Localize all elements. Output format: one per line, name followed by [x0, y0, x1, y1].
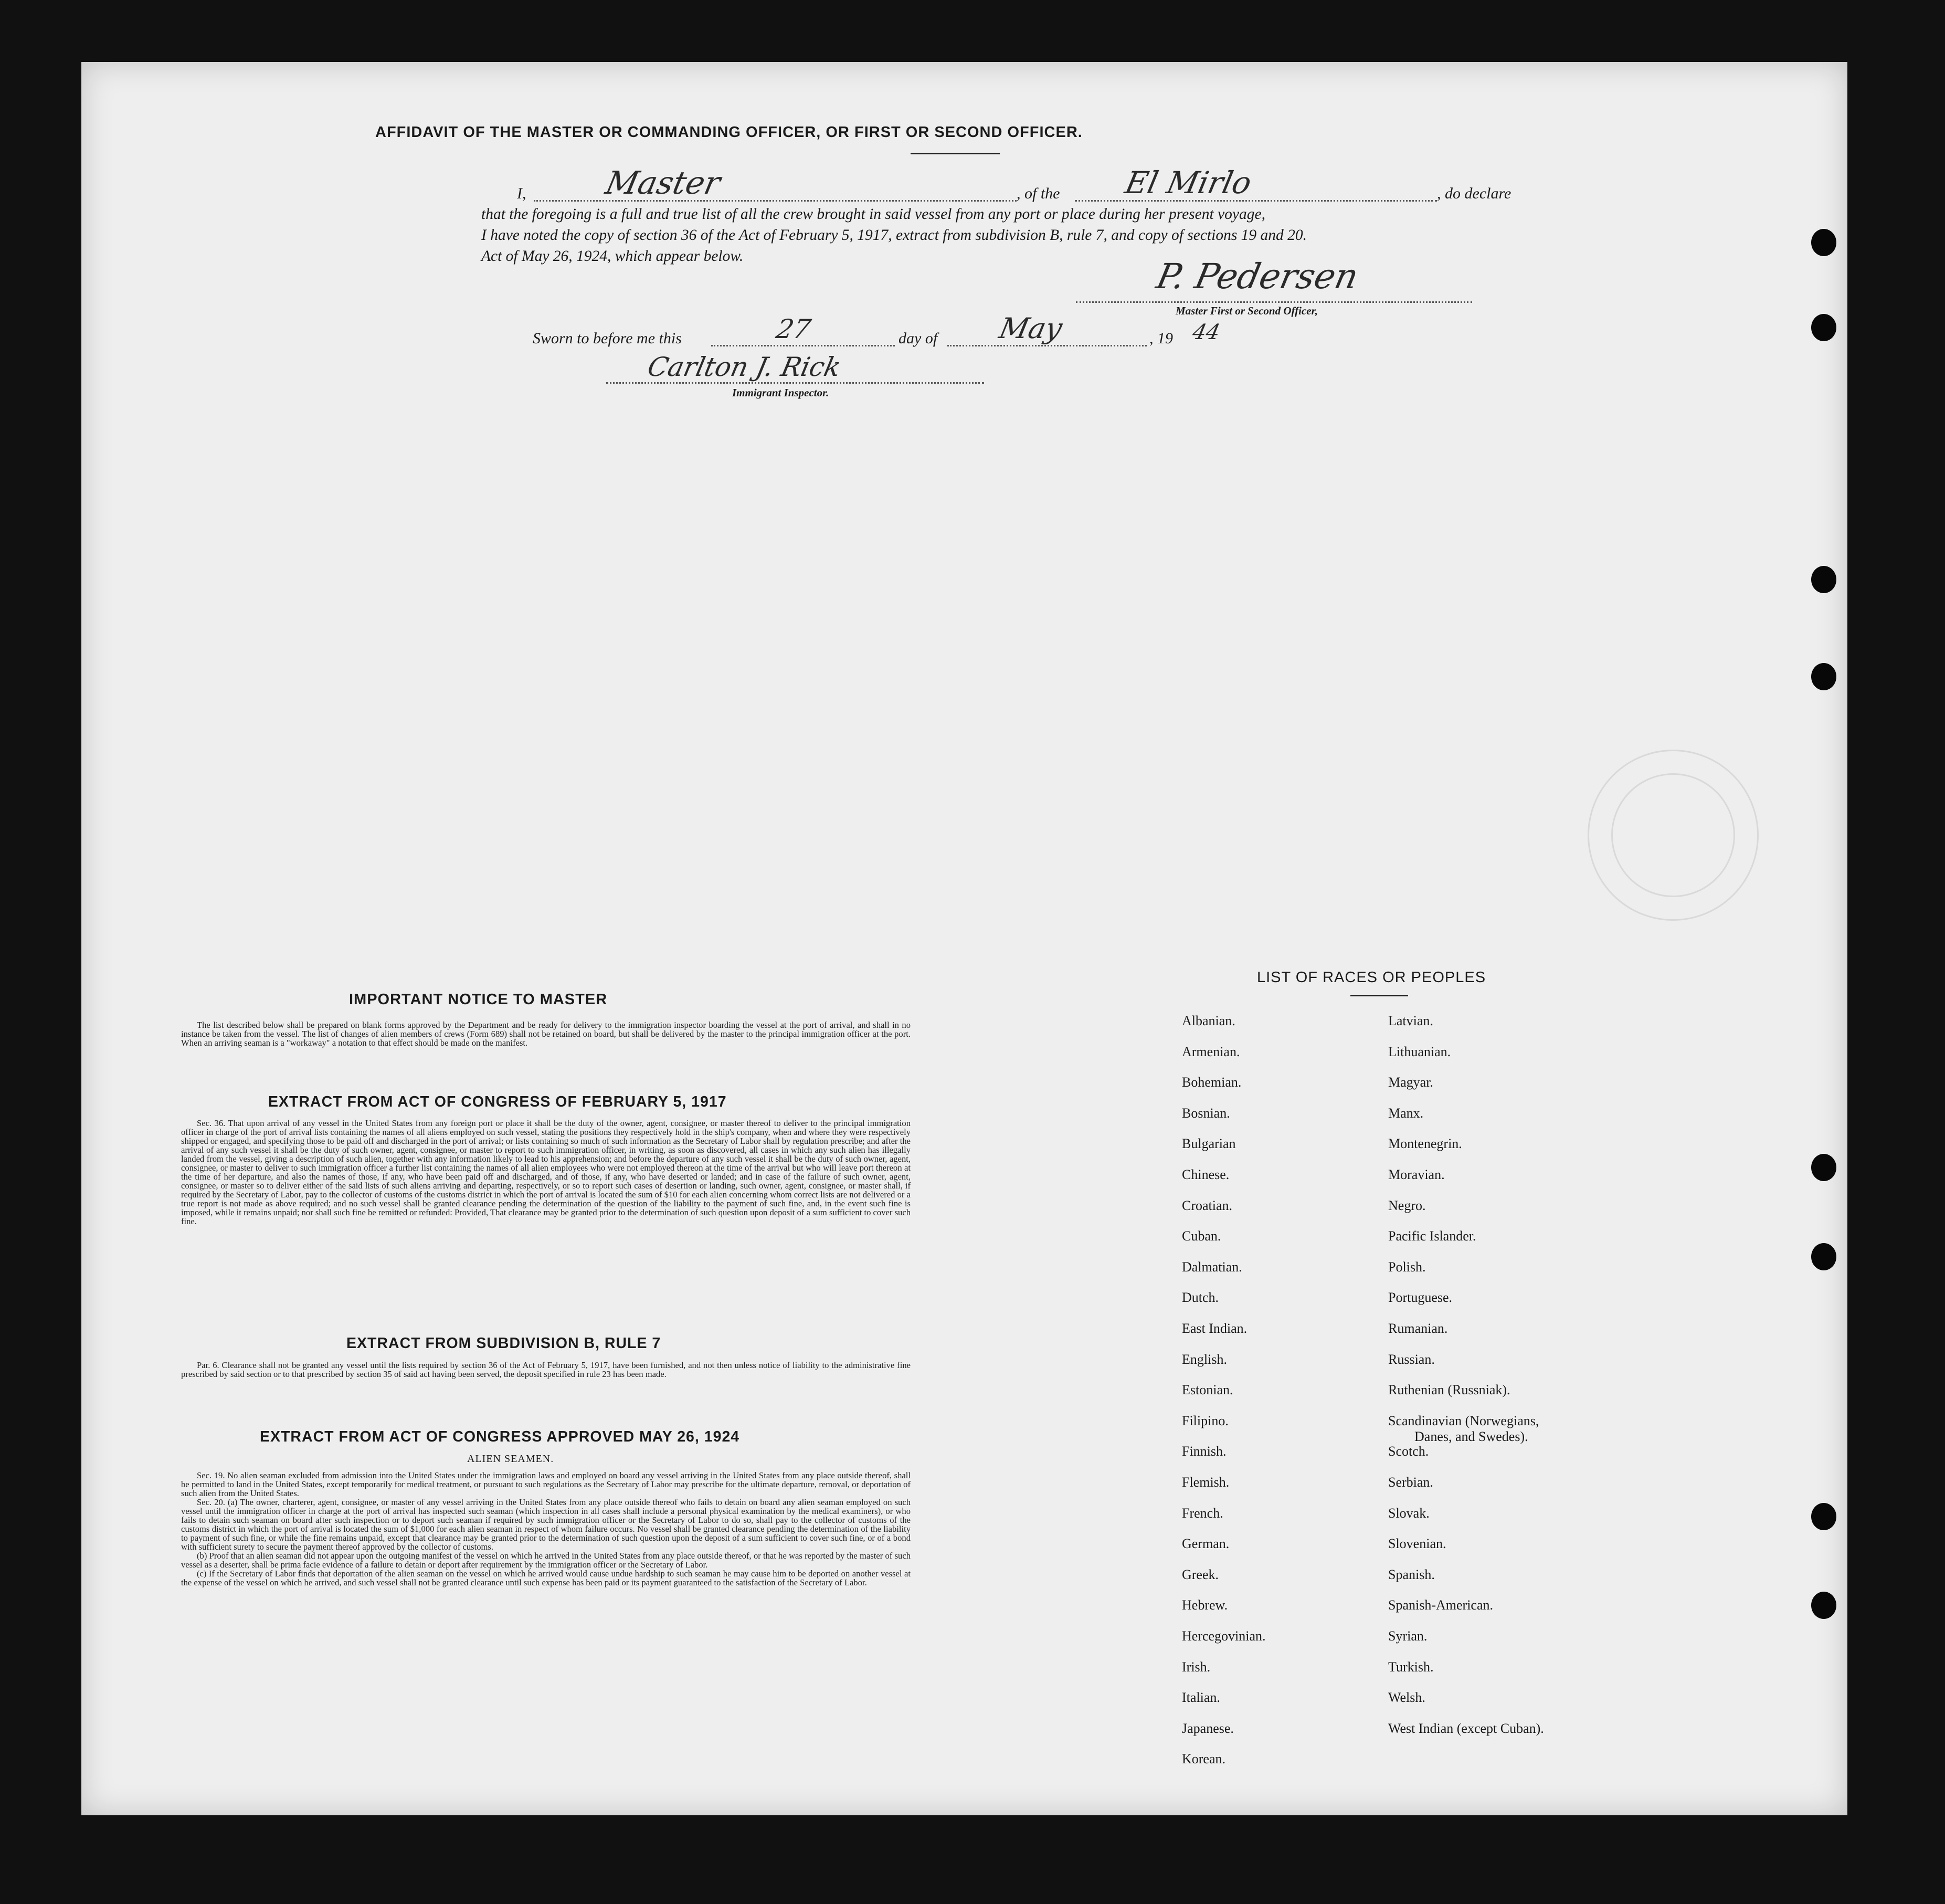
- race-item-right: Rumanian.: [1388, 1321, 1448, 1336]
- race-item-left: East Indian.: [1182, 1321, 1248, 1336]
- race-item-left: Dalmatian.: [1182, 1259, 1242, 1275]
- race-item-right: Syrian.: [1388, 1628, 1428, 1644]
- race-item-right: Latvian.: [1388, 1013, 1433, 1028]
- race-item-left: Flemish.: [1182, 1475, 1230, 1490]
- race-item-right: Spanish-American.: [1388, 1597, 1494, 1613]
- race-item-right: Negro.: [1388, 1197, 1426, 1213]
- sworn-label: Sworn to before me this: [533, 330, 682, 347]
- race-item-right: Slovak.: [1388, 1505, 1430, 1521]
- race-item-right: Montenegrin.: [1388, 1136, 1462, 1152]
- races-title-rule: [1350, 995, 1408, 996]
- race-item-left: Croatian.: [1182, 1197, 1233, 1213]
- affidavit-text-line2: I have noted the copy of section 36 of the Act of February 5, 1917, extract from subdivision B, rule 7, and copy of sections 19 and 20.: [481, 227, 1307, 244]
- punch-hole: [1811, 566, 1836, 593]
- race-item-left: Japanese.: [1182, 1720, 1234, 1736]
- month-handwritten: May: [996, 312, 1065, 345]
- race-item-right: Scandinavian (Norwegians,: [1388, 1413, 1539, 1428]
- race-item-right: Danes, and Swedes).: [1414, 1428, 1528, 1444]
- race-item-left: Filipino.: [1182, 1413, 1229, 1428]
- race-item-right: Welsh.: [1388, 1690, 1425, 1706]
- race-item-right: Polish.: [1388, 1259, 1426, 1275]
- punch-hole: [1811, 1592, 1836, 1619]
- do-declare-label: , do declare: [1437, 185, 1511, 202]
- extract-1917-text: [181, 1119, 911, 1226]
- manifest-page: [81, 62, 1847, 1815]
- race-item-left: Estonian.: [1182, 1382, 1233, 1398]
- punch-hole: [1811, 663, 1836, 690]
- race-item-left: Bosnian.: [1182, 1105, 1230, 1121]
- extract-rule7-title: EXTRACT FROM SUBDIVISION B, RULE 7: [346, 1335, 661, 1352]
- race-item-left: Cuban.: [1182, 1228, 1221, 1244]
- punch-hole: [1811, 1243, 1836, 1270]
- race-item-right: Ruthenian (Russniak).: [1388, 1382, 1510, 1398]
- race-item-left: Hercegovinian.: [1182, 1628, 1266, 1644]
- extract-1917-title: EXTRACT FROM ACT OF CONGRESS OF FEBRUARY 5, 1917: [268, 1093, 727, 1110]
- race-item-right: West Indian (except Cuban).: [1388, 1720, 1544, 1736]
- race-item-right: Slovenian.: [1388, 1536, 1446, 1552]
- race-item-left: Bulgarian: [1182, 1136, 1236, 1152]
- race-item-left: Greek.: [1182, 1566, 1219, 1582]
- alien-seamen-subtitle: ALIEN SEAMEN.: [467, 1453, 554, 1465]
- race-item-left: Italian.: [1182, 1690, 1220, 1706]
- month-dotted-line: [947, 345, 1147, 346]
- race-item-left: English.: [1182, 1351, 1227, 1367]
- race-item-left: Armenian.: [1182, 1044, 1240, 1059]
- race-item-left: Chinese.: [1182, 1167, 1230, 1182]
- race-item-left: Dutch.: [1182, 1290, 1219, 1306]
- of-the-label: , of the: [1017, 185, 1060, 202]
- affidavit-title: AFFIDAVIT OF THE MASTER OR COMMANDING OFFICER, OR FIRST OR SECOND OFFICER.: [375, 124, 1083, 141]
- day-of-label: day of: [898, 330, 938, 347]
- race-item-right: Spanish.: [1388, 1566, 1435, 1582]
- sec20a-paragraph: Sec. 20. (a) The owner, charterer, agent, consignee, or master of any vessel arriving in the United States from any place outside thereof who fails to detain on board any alien seaman employed on such vessel until the immigration officer in charge at the port of arrival has inspected such seaman (which inspection in all cases shall include a personal physical examination by the medical examiners), or who fails to detain such seaman on board after such inspection or to deport such seaman if required by such immigration officer or the Secretary of Labor to do so, shall pay to the collector of customs of the customs district in which the port of arrival is located the sum of $1,000 for each alien seaman in respect of whom failure occurs. No vessel shall be granted clearance pending the determination of the liability to payment of such fine, or while the fine remains unpaid, except that clearance may be granted prior to the determination of such question upon the deposit of a sum sufficient to cover such fine, or of a bond with sufficient surety to secure the payment thereof approved by the collector of customs.: [181, 1497, 911, 1552]
- race-item-left: Bohemian.: [1182, 1075, 1242, 1090]
- day-handwritten: 27: [773, 314, 813, 344]
- punch-hole: [1811, 1503, 1836, 1530]
- inspector-signature: Carlton J. Rick: [644, 352, 844, 382]
- punch-hole: [1811, 229, 1836, 256]
- race-item-left: Finnish.: [1182, 1444, 1227, 1459]
- inspector-signature-line: [606, 382, 984, 384]
- sec19-paragraph: Sec. 19. No alien seaman excluded from admission into the United States under the immigration laws and employed on board any vessel arriving in the United States from any place outside thereof, shall be permitted to land in the United States, except temporarily for medical treatment, or pursuant to such regulations as the Secretary of Labor may prescribe for the ultimate departure, removal, or deportation of such alien from the United States.: [181, 1470, 911, 1498]
- year-prefix: , 19: [1149, 330, 1173, 347]
- notice-text: [181, 1021, 911, 1047]
- extract-1924-text: [181, 1471, 911, 1587]
- race-item-right: Serbian.: [1388, 1475, 1433, 1490]
- race-item-right: Portuguese.: [1388, 1290, 1453, 1306]
- race-item-right: Lithuanian.: [1388, 1044, 1451, 1059]
- sec20b-paragraph: (b) Proof that an alien seaman did not appear upon the outgoing manifest of the vessel on which he arrived in the United States from any place outside thereof, or that he was reported by the master of such vessel as a deserter, shall be prima facie evidence of a failure to detain or deport after requirement by the immigration officer or the Secretary of Labor.: [181, 1551, 911, 1570]
- race-item-right: Scotch.: [1388, 1444, 1429, 1459]
- punch-hole: [1811, 314, 1836, 341]
- master-caption: Master First or Second Officer,: [1176, 304, 1318, 317]
- race-item-right: Pacific Islander.: [1388, 1228, 1476, 1244]
- race-item-left: Korean.: [1182, 1751, 1226, 1767]
- vessel-handwritten: El Mirlo: [1122, 165, 1255, 201]
- extract-1924-title: EXTRACT FROM ACT OF CONGRESS APPROVED MAY 26, 1924: [260, 1428, 740, 1445]
- race-item-right: Manx.: [1388, 1105, 1424, 1121]
- race-item-left: French.: [1182, 1505, 1223, 1521]
- race-item-right: Magyar.: [1388, 1075, 1433, 1090]
- races-title: LIST OF RACES OR PEOPLES: [1257, 969, 1486, 986]
- sec20c-paragraph: (c) If the Secretary of Labor finds that deportation of the alien seaman on the vessel on which he arrived would cause undue hardship to such seaman he may cause him to be deported on another vessel at the expense of the vessel on which he arrived, and such vessel shall not be granted clearance until such expense has been paid or its payment guaranteed to the satisfaction of the Secretary of Labor.: [181, 1569, 911, 1587]
- master-signature-line: [1076, 301, 1472, 303]
- extract-1917-paragraph: Sec. 36. That upon arrival of any vessel in the United States from any foreign port or place it shall be the duty of the owner, agent, consignee, or master thereof to deliver to the principal immigration officer in charge of the port of arrival lists containing the names of all aliens employed on such vessel, stating the positions they respectively hold in the ship's company, when and where they were respectively shipped or engaged, and specifying those to be paid off and discharged in the port of arrival; or lists containing so much of such information as the Secretary of Labor shall by regulation prescribe; and after the arrival of any such vessel it shall be the duty of such owner, agent, consignee, or master to report to such immigration officer, in writing, as soon as discovered, all cases in which any such alien has illegally landed from the vessel, giving a description of such alien, together with any information likely to lead to his apprehension; and before the departure of any such vessel it shall be the duty of such owner, agent, consignee, or master to deliver to such immigration officer a further list containing the names of all alien employees who were not employed thereon at the time of the arrival but who will leave port thereon at the time of her departure, and also the names of those, if any, who have been paid off and discharged, and of those, if any, who have deserted or landed; and in case of the failure of such owner, agent, consignee, or master so to deliver either of the said lists of such aliens arriving and departing, respectively, or so to report such cases of desertion or landing, such owner, agent, consignee, or master shall, if required by the Secretary of Labor, pay to the collector of customs of the customs district in which the port of arrival is located the sum of $10 for each alien concerning whom correct lists are not delivered or a true report is not made as above required; and no such vessel shall be granted clearance pending the determination of the question of the liability to the payment of such fine, and, in the event such fine is imposed, while it remains unpaid; nor shall such fine be remitted or refunded: Provided, That clearance may be granted prior to the determination of such question upon deposit of a sum sufficient to cover such fine.: [181, 1118, 911, 1226]
- race-item-right: Turkish.: [1388, 1659, 1434, 1675]
- embossed-seal-inner: [1611, 773, 1735, 897]
- affidavit-text-line3: Act of May 26, 1924, which appear below.: [481, 248, 744, 265]
- day-dotted-line: [711, 345, 895, 346]
- race-item-left: German.: [1182, 1536, 1230, 1552]
- notice-title: IMPORTANT NOTICE TO MASTER: [349, 991, 608, 1008]
- race-item-left: Hebrew.: [1182, 1597, 1228, 1613]
- notice-paragraph: The list described below shall be prepared on blank forms approved by the Department and be ready for delivery to the immigration inspector boarding the vessel at the port of arrival, and shall in no instance be taken from the vessel. The list of changes of alien members of crews (Form 689) shall not be retained on board, but shall be delivered by the master to the principal immigration officer at the port. When an arriving seaman is a "workaway" a notation to that effect should be made on the manifest.: [181, 1020, 911, 1048]
- race-item-right: Russian.: [1388, 1351, 1435, 1367]
- affidavit-text-line1: that the foregoing is a full and true list of all the crew brought in said vessel from any port or place during her present voyage,: [481, 206, 1265, 223]
- race-item-left: Albanian.: [1182, 1013, 1235, 1028]
- punch-hole: [1811, 1154, 1836, 1181]
- race-item-left: Irish.: [1182, 1659, 1211, 1675]
- year-handwritten: 44: [1190, 320, 1222, 344]
- master-signature: P. Pedersen: [1153, 256, 1362, 297]
- inspector-caption: Immigrant Inspector.: [732, 386, 829, 399]
- extract-rule7-text: [181, 1361, 911, 1379]
- race-item-right: Moravian.: [1388, 1167, 1445, 1182]
- affidavit-i-label: I,: [517, 185, 526, 202]
- extract-rule7-paragraph: Par. 6. Clearance shall not be granted any vessel until the lists required by section 36 of the Act of February 5, 1917, have been furnished, and not then unless notice of liability to the administrative fine prescribed by said section or to that prescribed by section 35 of said act having been served, the deposit specified in rule 23 has been made.: [181, 1360, 911, 1379]
- affidavit-title-rule: [911, 153, 1000, 154]
- rank-handwritten: Master: [602, 165, 724, 202]
